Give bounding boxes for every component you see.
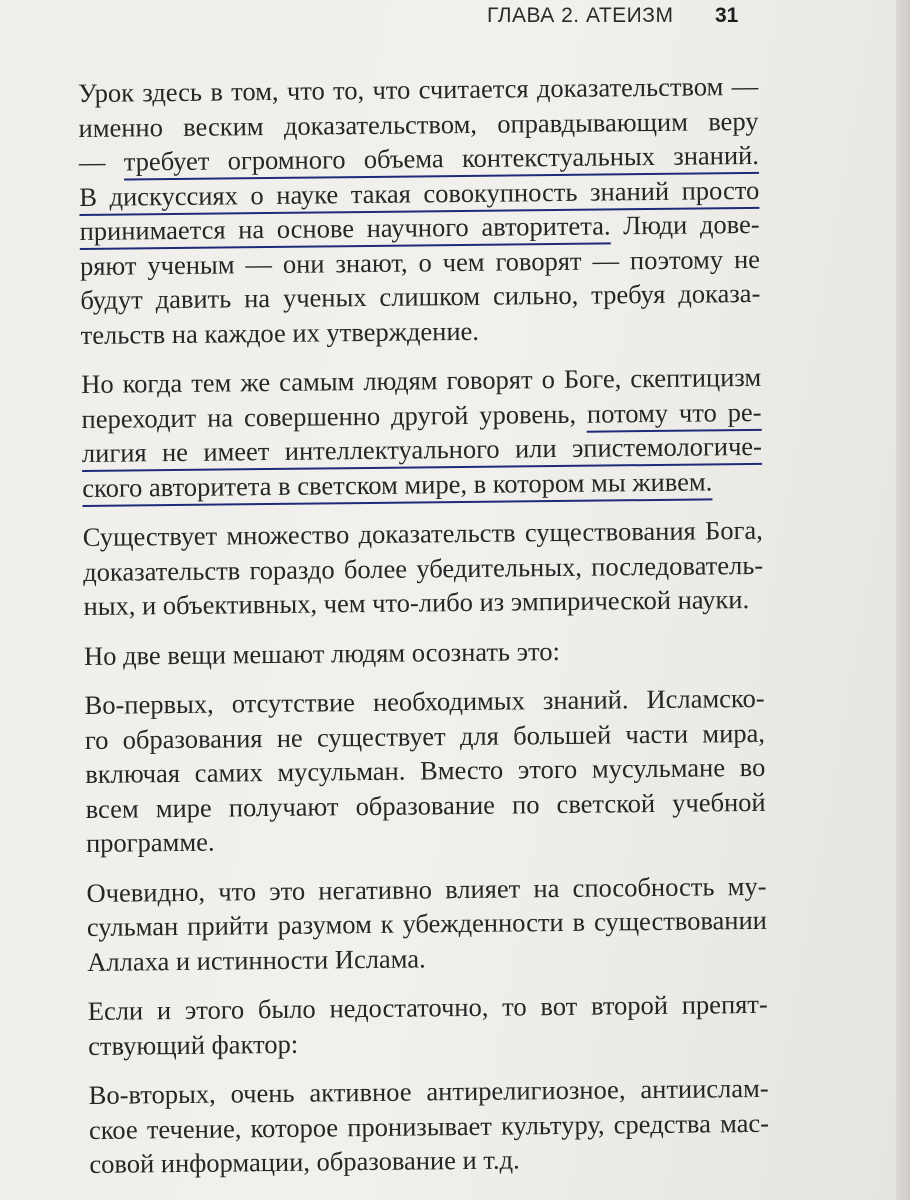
paragraph [84,681,766,861]
paragraph [86,868,767,979]
text-line [82,463,762,505]
paragraph [78,69,761,352]
paragraph [88,987,769,1063]
text-segment: программе. [85,826,215,858]
text-segment: Люди дове- [610,208,760,241]
text-segment: Аллаха и истинности Ислама. [87,942,426,977]
text-segment: Существует множество доказательств существования Бога, [82,514,763,552]
text-segment: го образования не существует для большей части мира, [84,717,766,755]
text-line [85,784,765,826]
text-segment: тельств на каждое их утверждение. [80,315,480,350]
text-line [86,819,766,861]
text-segment: Если и этого было недостаточно, то вот второй препят- [87,988,768,1026]
text-segment: сульман прийти разумом к убежденности в существовании [86,904,768,942]
text-line [88,987,768,1029]
text-segment: переходит на совершенно другой уровень, [81,398,588,434]
page-edge [896,0,910,1200]
text-segment: ных, и объективных, чем что-либо из эмпирической науки. [83,584,750,621]
paragraph [88,1071,769,1182]
text-segment: — [78,146,124,177]
text-line [89,1140,769,1182]
text-segment: включая самих мусульман. Вместо этого мусульмане во [85,751,766,789]
text-line [88,1021,768,1063]
text-segment: Очевидно, что это негативно влияет на способность му- [86,870,767,908]
text-segment: совой информации, образование и т.д. [89,1144,520,1179]
underlined-text: ского авторитета в светском мире, в котором мы живем. [82,466,712,507]
underlined-text: лигия не имеет интеллектуального или эпистемологиче- [82,431,762,472]
paragraph [84,631,764,673]
text-segment: доказательств гораздо более убедительных, последователь- [83,549,764,587]
text-segment: Во-вторых, очень активное антирелигиозное, антиислам- [88,1072,769,1110]
text-line [87,937,767,979]
text-segment: именно веским доказательством, оправдывающим веру [78,105,759,143]
text-segment: Во-первых, отсутствие необходимых знаний. Исламско- [84,682,765,720]
paragraph [81,360,762,505]
text-segment: Но когда тем же самым людям говорят о Боге, скептицизм [81,361,762,399]
underlined-text: потому что ре- [587,396,762,432]
text-segment: Но две вещи мешают людям осознать это: [83,635,561,671]
text-line [83,582,763,624]
underlined-text: принимается на основе научного авторитета. [79,210,610,250]
text-segment: всем мире получают образование по светской учебной [85,786,766,824]
running-header: ГЛАВА 2. АТЕИЗМ [487,4,674,27]
text-line [80,276,760,318]
text-segment: ствующий фактор: [87,1028,299,1061]
underlined-text: В дискуссиях о науке такая совокупность знаний просто [79,174,759,215]
text-segment: Урок здесь в том, что то, что считается доказательством — [78,70,759,108]
paragraph [83,513,764,624]
text-segment: будут давить на ученых слишком сильно, требуя доказа- [80,277,761,315]
text-line [84,631,764,673]
page-number: 31 [715,4,739,27]
text-line [89,1105,769,1147]
text-segment: ское течение, которое пронизывает культуру, средства мас- [88,1107,770,1145]
text-line [87,903,767,945]
underlined-text: требует огромного объема контекстуальных знаний. [124,140,759,181]
text-segment: ряют ученым — они знают, о чем говорят — поэтому не [79,243,761,281]
text-line [81,310,761,352]
page-body-text [78,69,770,1197]
